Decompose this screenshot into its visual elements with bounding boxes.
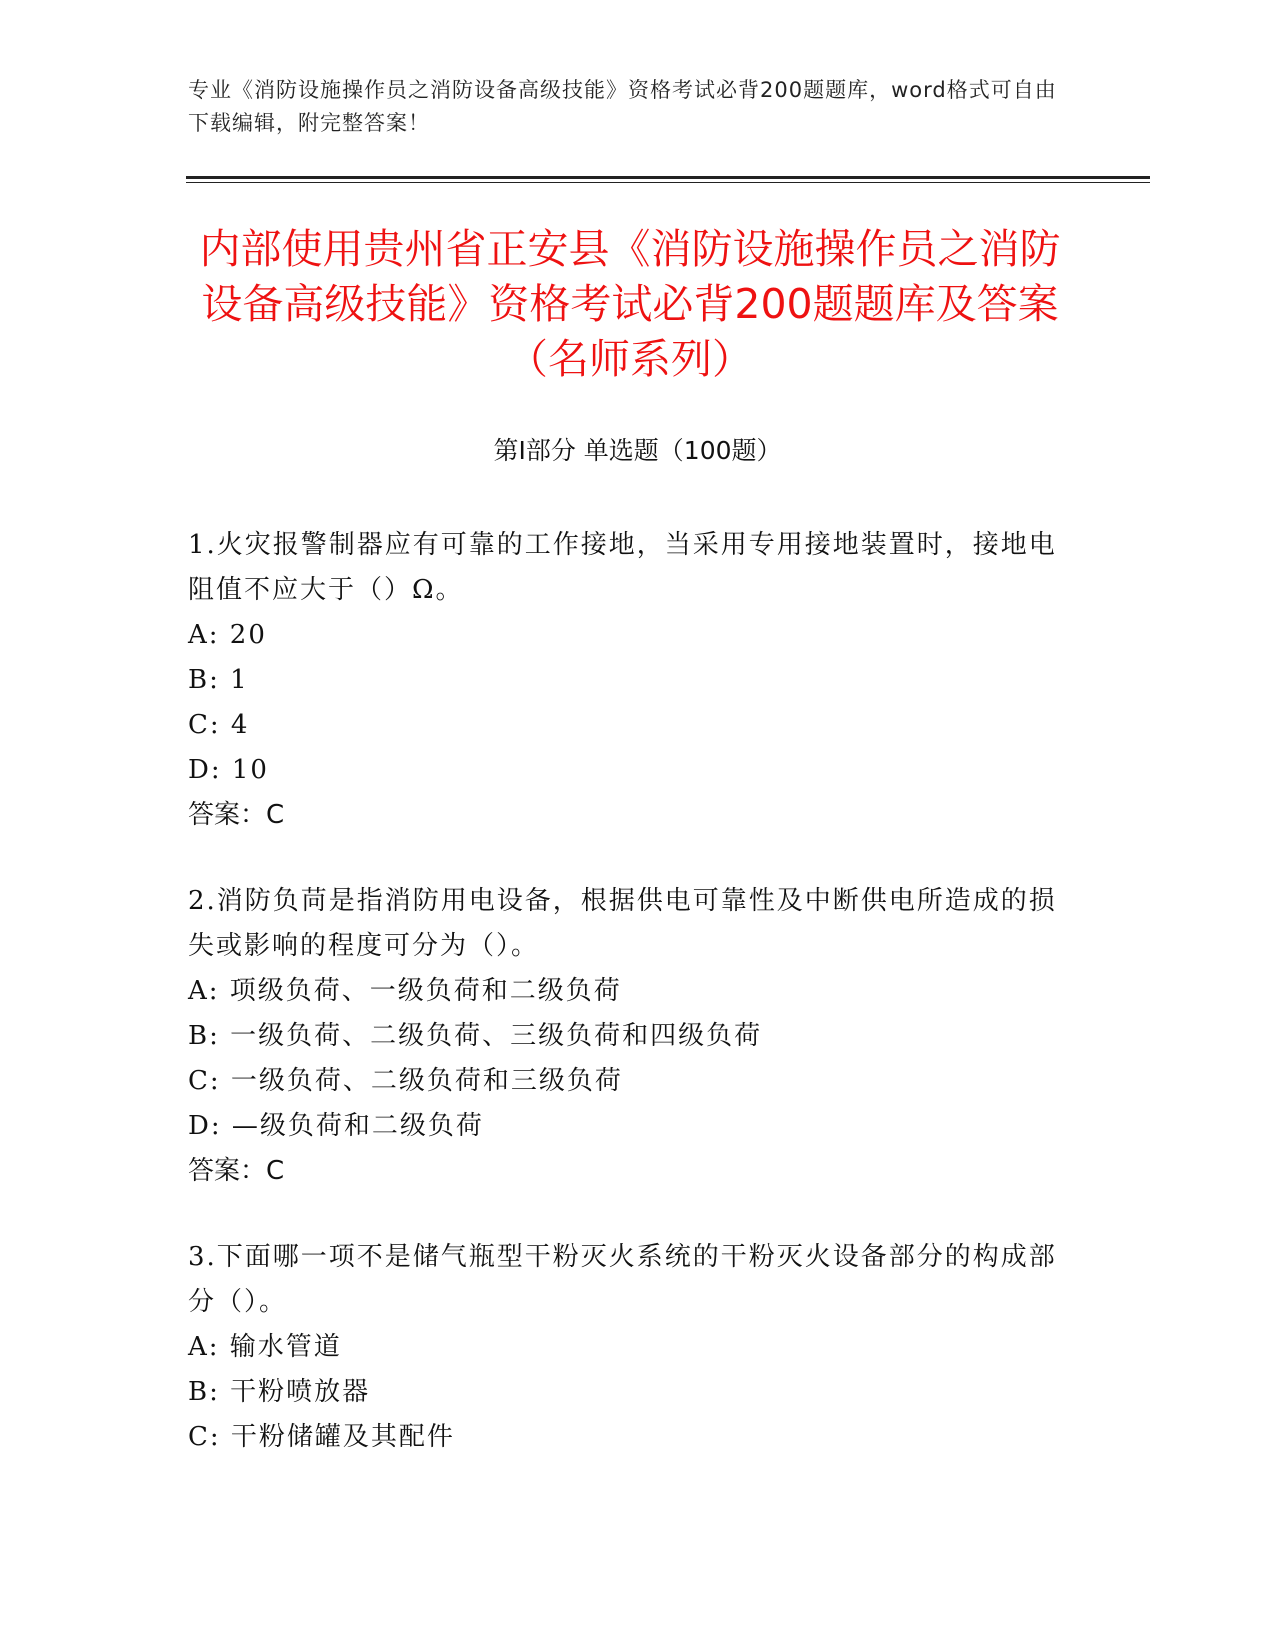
option-b: B: 干粉喷放器 [188, 1377, 371, 1407]
option-b: B: 1 [188, 665, 249, 695]
option-c: C: 一级负荷、二级负荷和三级负荷 [188, 1066, 623, 1096]
answer: 答案：C [188, 800, 285, 830]
option-d: D: —级负荷和二级负荷 [188, 1111, 484, 1141]
option-c: C: 干粉储罐及其配件 [188, 1422, 455, 1452]
answer: 答案：C [188, 1156, 285, 1186]
header-divider-thick [186, 176, 1150, 179]
header-note: 专业《消防设施操作员之消防设备高级技能》资格考试必背200题题库，word格式可自由下载编辑，附完整答案！ [188, 78, 1057, 135]
question-3 [188, 1235, 1058, 1460]
header-divider-thin [186, 182, 1150, 183]
question-list [188, 523, 1058, 1501]
question-stem: 1.火灾报警制器应有可靠的工作接地，当采用专用接地装置时，接地电阻值不应大于（）Ω。 [188, 530, 1057, 605]
question-2 [188, 879, 1058, 1194]
section-heading: 第I部分 单选题（100题） [493, 436, 782, 465]
document-title: 内部使用贵州省正安县《消防设施操作员之消防设备高级技能》资格考试必背200题题库及答案（名师系列） [199, 225, 1061, 383]
option-b: B: 一级负荷、二级负荷、三级负荷和四级负荷 [188, 1021, 763, 1051]
question-1 [188, 523, 1058, 838]
option-d: D: 10 [188, 755, 269, 785]
question-stem: 2.消防负苘是指消防用电设备，根据供电可靠性及中断供电所造成的损失或影响的程度可分为（）。 [188, 886, 1057, 961]
option-c: C: 4 [188, 710, 250, 740]
option-a: A: 输水管道 [188, 1332, 342, 1362]
option-a: A: 项级负荷、一级负荷和二级负荷 [188, 976, 622, 1006]
option-a: A: 20 [188, 620, 267, 650]
question-stem: 3.下面哪一项不是储气瓶型干粉灭火系统的干粉灭火设备部分的构成部分（）。 [188, 1242, 1057, 1317]
